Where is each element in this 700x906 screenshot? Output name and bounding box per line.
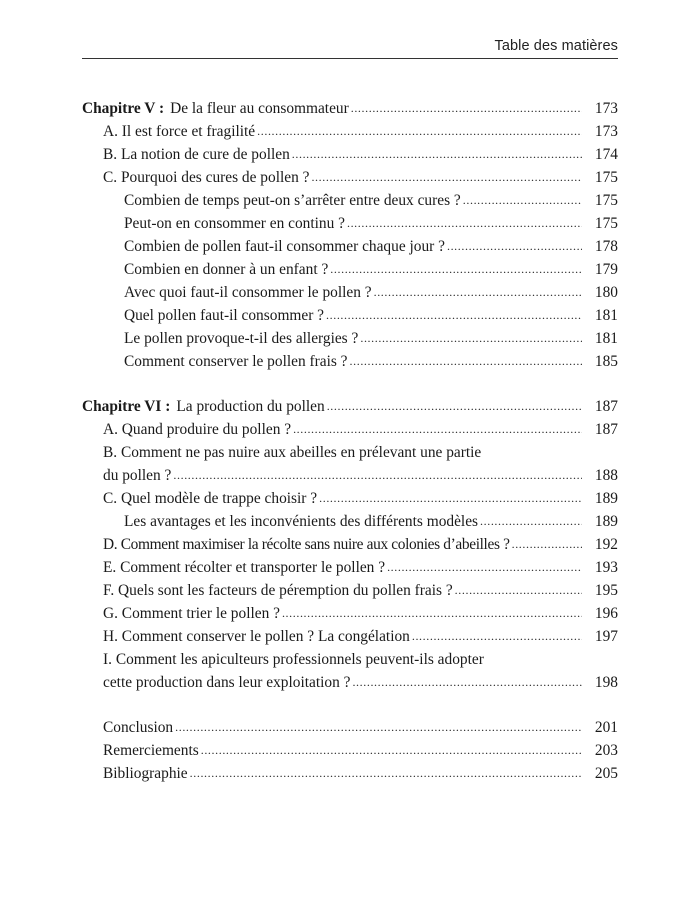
entry-label: Combien de pollen faut-il consommer chaque jour ? xyxy=(124,238,445,255)
toc-entry[interactable] xyxy=(82,258,618,281)
page-number: 203 xyxy=(594,742,618,759)
dot-leader xyxy=(352,671,582,694)
entry-label: H. Comment conserver le pollen ? La congélation xyxy=(103,628,410,645)
chapter-6-section xyxy=(82,395,618,694)
dot-leader xyxy=(293,418,582,441)
toc-entry[interactable] xyxy=(82,120,618,143)
page-number: 173 xyxy=(594,123,618,140)
toc-entry[interactable] xyxy=(82,189,618,212)
page-number: 175 xyxy=(594,169,618,186)
entry-label: G. Comment trier le pollen ? xyxy=(103,605,280,622)
dot-leader xyxy=(463,189,582,212)
entry-label: B. La notion de cure de pollen xyxy=(103,146,290,163)
toc-entry-line-1[interactable] xyxy=(82,648,618,671)
page-number: 181 xyxy=(594,307,618,324)
page-number: 185 xyxy=(594,353,618,370)
dot-leader xyxy=(326,304,582,327)
toc-entry[interactable] xyxy=(82,304,618,327)
entry-label: C. Pourquoi des cures de pollen ? xyxy=(103,169,310,186)
page-number: 173 xyxy=(594,100,618,117)
toc-entry[interactable] xyxy=(82,166,618,189)
dot-leader xyxy=(351,97,582,120)
toc-entry[interactable] xyxy=(82,418,618,441)
dot-leader xyxy=(455,579,582,602)
toc-entry[interactable] xyxy=(82,556,618,579)
page-number: 205 xyxy=(594,765,618,782)
running-header: Table des matières xyxy=(494,38,618,54)
dot-leader xyxy=(292,143,582,166)
chapter-5-title: De la fleur au consommateur xyxy=(170,100,349,117)
dot-leader xyxy=(447,235,582,258)
chapter-6-heading[interactable] xyxy=(82,395,618,418)
entry-label: Combien de temps peut-on s’arrêter entre deux cures ? xyxy=(124,192,461,209)
page-number: 196 xyxy=(594,605,618,622)
toc-entry[interactable] xyxy=(82,510,618,533)
dot-leader xyxy=(512,533,582,556)
entry-label: E. Comment récolter et transporter le pollen ? xyxy=(103,559,386,576)
dot-leader xyxy=(190,762,582,785)
toc-entry[interactable] xyxy=(82,143,618,166)
entry-label: D. Comment maximiser la récolte sans nuire aux colonies d’abeilles ? xyxy=(103,536,510,553)
page-number: 197 xyxy=(594,628,618,645)
entry-label: F. Quels sont les facteurs de péremption du pollen frais ? xyxy=(103,582,453,599)
dot-leader xyxy=(311,166,582,189)
dot-leader xyxy=(327,395,582,418)
dot-leader xyxy=(412,625,582,648)
page-number: 198 xyxy=(594,674,618,691)
entry-label: Remerciements xyxy=(103,742,199,759)
dot-leader xyxy=(257,120,582,143)
page-number: 180 xyxy=(594,284,618,301)
chapter-6-prefix: Chapitre VI : xyxy=(82,398,171,415)
entry-label: C. Quel modèle de trappe choisir ? xyxy=(103,490,318,507)
entry-label: Le pollen provoque-t-il des allergies ? xyxy=(124,330,359,347)
page-number: 187 xyxy=(594,421,618,438)
dot-leader xyxy=(173,464,582,487)
table-of-contents xyxy=(82,97,618,785)
page-number: 195 xyxy=(594,582,618,599)
dot-leader xyxy=(319,487,582,510)
dot-leader xyxy=(201,739,582,762)
dot-leader xyxy=(360,327,582,350)
chapter-5-heading[interactable] xyxy=(82,97,618,120)
toc-entry[interactable] xyxy=(82,602,618,625)
page-number: 181 xyxy=(594,330,618,347)
page-number: 189 xyxy=(594,513,618,530)
entry-label: Bibliographie xyxy=(103,765,188,782)
page-number: 187 xyxy=(594,398,618,415)
entry-label: Comment conserver le pollen frais ? xyxy=(124,353,348,370)
backmatter-section xyxy=(82,716,618,785)
entry-label: A. Il est force et fragilité xyxy=(103,123,256,140)
entry-label: I. Comment les apiculteurs professionnels peuvent-ils adopter xyxy=(103,651,484,668)
dot-leader xyxy=(347,212,582,235)
page-number: 178 xyxy=(594,238,618,255)
entry-label-continued: du pollen ? xyxy=(103,467,172,484)
toc-entry[interactable] xyxy=(82,579,618,602)
dot-leader xyxy=(350,350,582,373)
page-number: 193 xyxy=(594,559,618,576)
dot-leader xyxy=(387,556,582,579)
entry-label: Conclusion xyxy=(103,719,174,736)
page-number: 188 xyxy=(594,467,618,484)
toc-entry[interactable] xyxy=(82,533,618,556)
dot-leader xyxy=(175,716,582,739)
entry-label: Combien en donner à un enfant ? xyxy=(124,261,329,278)
chapter-5-section xyxy=(82,97,618,373)
toc-entry[interactable] xyxy=(82,487,618,510)
chapter-5-prefix: Chapitre V : xyxy=(82,100,165,117)
header-rule xyxy=(82,58,618,59)
entry-label: Avec quoi faut-il consommer le pollen ? xyxy=(124,284,372,301)
toc-entry[interactable] xyxy=(82,235,618,258)
entry-label: Peut-on en consommer en continu ? xyxy=(124,215,345,232)
page-number: 174 xyxy=(594,146,618,163)
toc-entry-line-1[interactable] xyxy=(82,441,618,464)
dot-leader xyxy=(480,510,582,533)
toc-entry-conclusion[interactable] xyxy=(82,716,618,739)
page-number: 192 xyxy=(594,536,618,553)
page-number: 189 xyxy=(594,490,618,507)
toc-entry[interactable] xyxy=(82,281,618,304)
toc-entry-line-2[interactable] xyxy=(82,464,618,487)
toc-entry-remerciements[interactable] xyxy=(82,739,618,762)
page-number: 175 xyxy=(594,192,618,209)
toc-entry[interactable] xyxy=(82,327,618,350)
entry-label-continued: cette production dans leur exploitation ? xyxy=(103,674,351,691)
entry-label: B. Comment ne pas nuire aux abeilles en prélevant une partie xyxy=(103,444,482,461)
page-number: 175 xyxy=(594,215,618,232)
entry-label: Quel pollen faut-il consommer ? xyxy=(124,307,325,324)
dot-leader xyxy=(374,281,582,304)
toc-entry[interactable] xyxy=(82,625,618,648)
toc-entry-bibliographie[interactable] xyxy=(82,762,618,785)
page-number: 201 xyxy=(594,719,618,736)
entry-label: A. Quand produire du pollen ? xyxy=(103,421,292,438)
entry-label: Les avantages et les inconvénients des différents modèles xyxy=(124,513,479,530)
toc-entry-line-2[interactable] xyxy=(82,671,618,694)
chapter-6-title: La production du pollen xyxy=(176,398,325,415)
toc-entry[interactable] xyxy=(82,350,618,373)
dot-leader xyxy=(330,258,582,281)
page-number: 179 xyxy=(594,261,618,278)
dot-leader xyxy=(282,602,582,625)
toc-entry[interactable] xyxy=(82,212,618,235)
